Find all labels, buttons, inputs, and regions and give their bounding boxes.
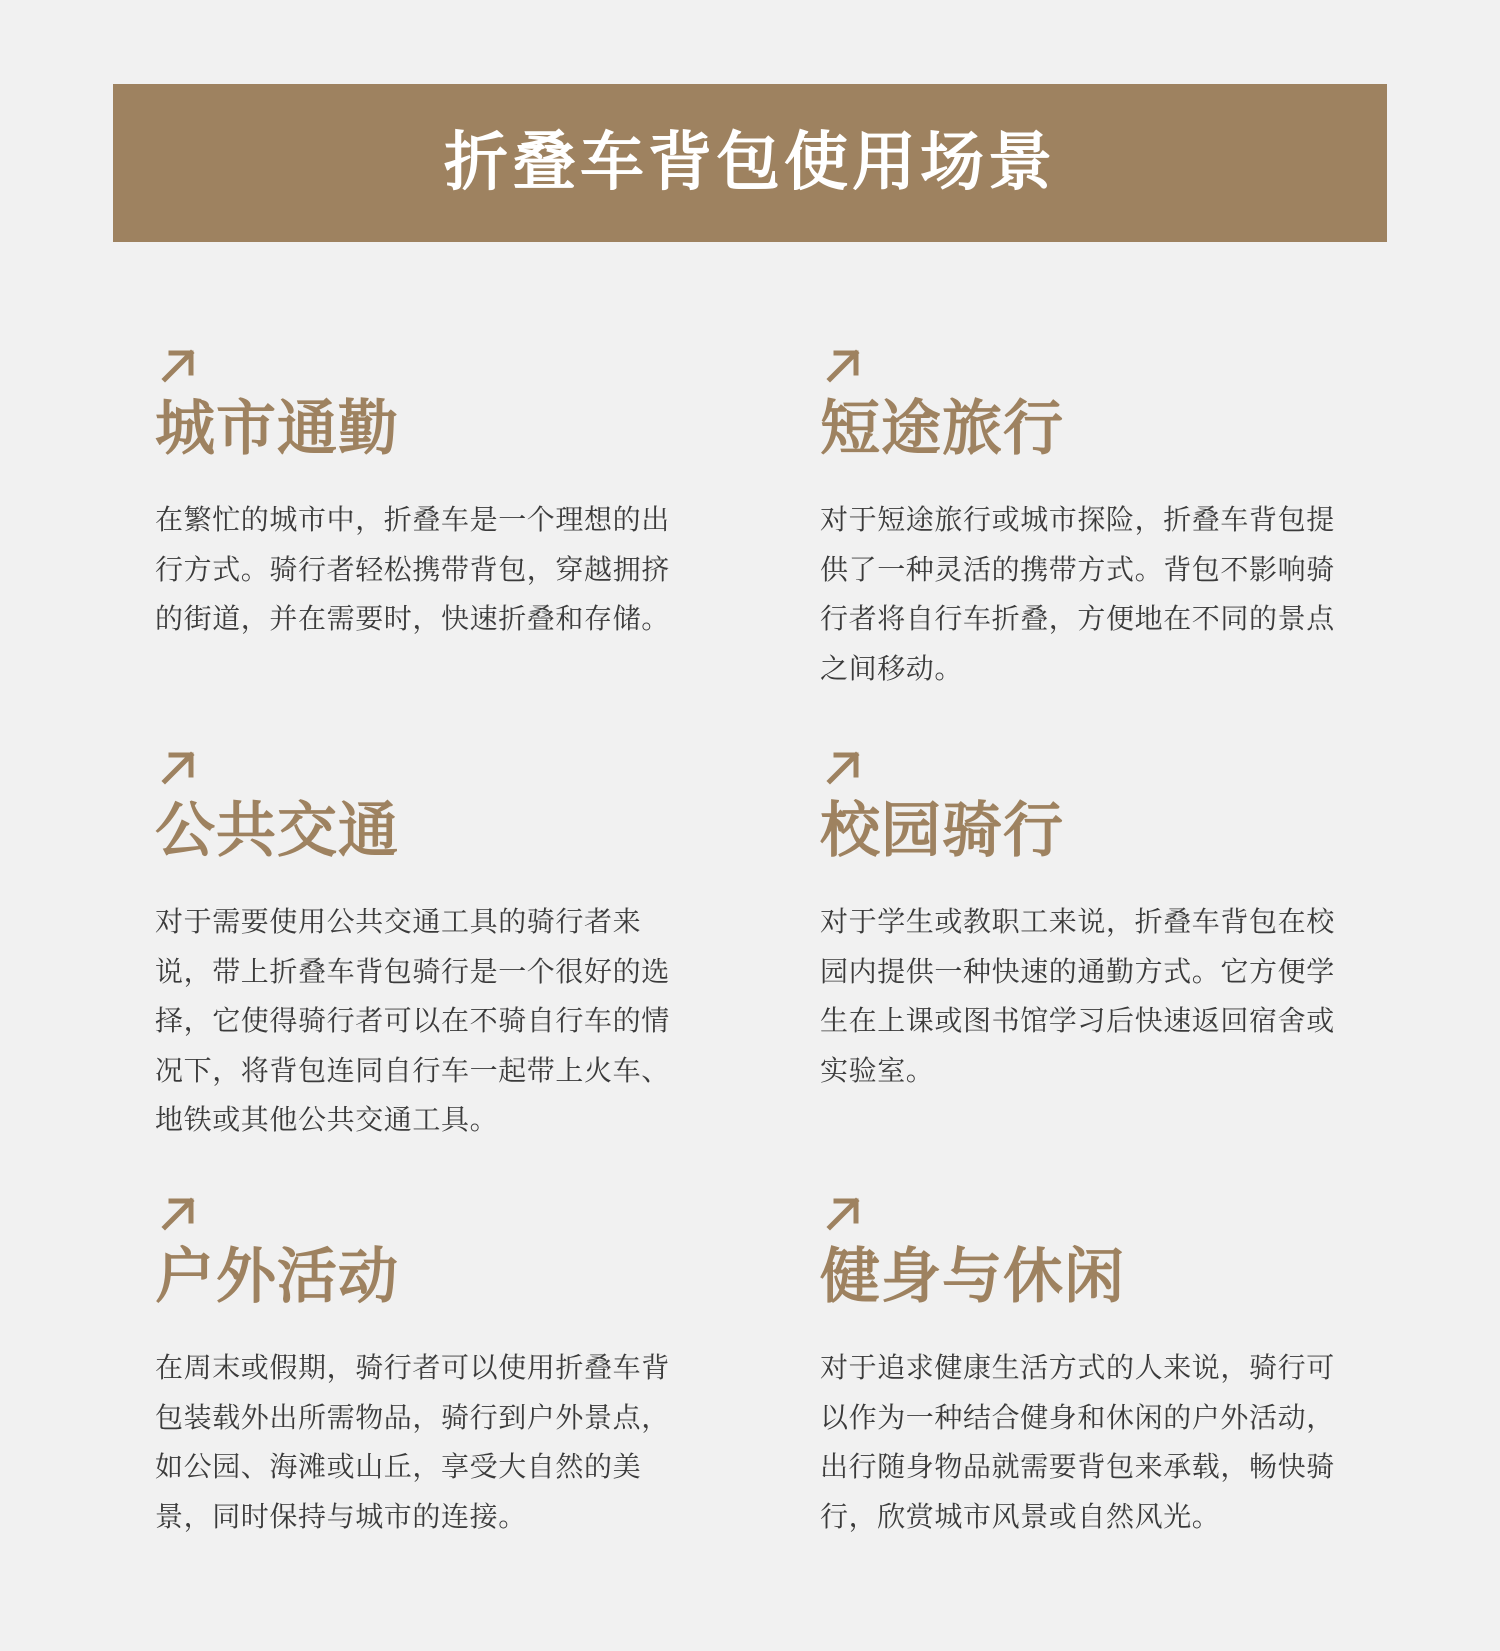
section-body: 在周末或假期，骑行者可以使用折叠车背包装载外出所需物品，骑行到户外景点，如公园、海滩或山丘，享受大自然的美景，同时保持与城市的连接。: [155, 1351, 670, 1533]
section-title: 户外活动: [155, 1242, 399, 1312]
arrow-up-right-icon: [159, 747, 199, 787]
arrow-up-right-icon: [824, 345, 864, 385]
section-title: 公共交通: [155, 796, 399, 866]
header-banner: [113, 84, 1387, 242]
section-title: 健身与休闲: [820, 1242, 1125, 1312]
section-outdoor-activity: [155, 1193, 670, 1541]
section-title: 短途旅行: [820, 394, 1064, 464]
page-title: 折叠车背包使用场景: [444, 126, 1056, 200]
arrow-up-right-icon: [159, 1193, 199, 1233]
section-body: 对于需要使用公共交通工具的骑行者来说，带上折叠车背包骑行是一个很好的选择，它使得骑行者可以在不骑自行车的情况下，将背包连同自行车一起带上火车、地铁或其他公共交通工具。: [155, 905, 670, 1136]
section-body: 对于追求健康生活方式的人来说，骑行可以作为一种结合健身和休闲的户外活动，出行随身物品就需要背包来承载，畅快骑行，欣赏城市风景或自然风光。: [820, 1351, 1335, 1533]
section-campus-riding: [820, 747, 1335, 1095]
section-body: 在繁忙的城市中，折叠车是一个理想的出行方式。骑行者轻松携带背包，穿越拥挤的街道，并在需要时，快速折叠和存储。: [155, 503, 670, 635]
section-body: 对于短途旅行或城市探险，折叠车背包提供了一种灵活的携带方式。背包不影响骑行者将自行车折叠，方便地在不同的景点之间移动。: [820, 503, 1335, 685]
arrow-up-right-icon: [824, 747, 864, 787]
arrow-up-right-icon: [824, 1193, 864, 1233]
section-title: 校园骑行: [820, 796, 1064, 866]
section-short-trip: [820, 345, 1335, 693]
arrow-up-right-icon: [159, 345, 199, 385]
section-fitness-leisure: [820, 1193, 1335, 1541]
section-public-transit: [155, 747, 670, 1145]
section-body: 对于学生或教职工来说，折叠车背包在校园内提供一种快速的通勤方式。它方便学生在上课或图书馆学习后快速返回宿舍或实验室。: [820, 905, 1335, 1087]
section-title: 城市通勤: [155, 394, 399, 464]
section-city-commute: [155, 345, 670, 644]
